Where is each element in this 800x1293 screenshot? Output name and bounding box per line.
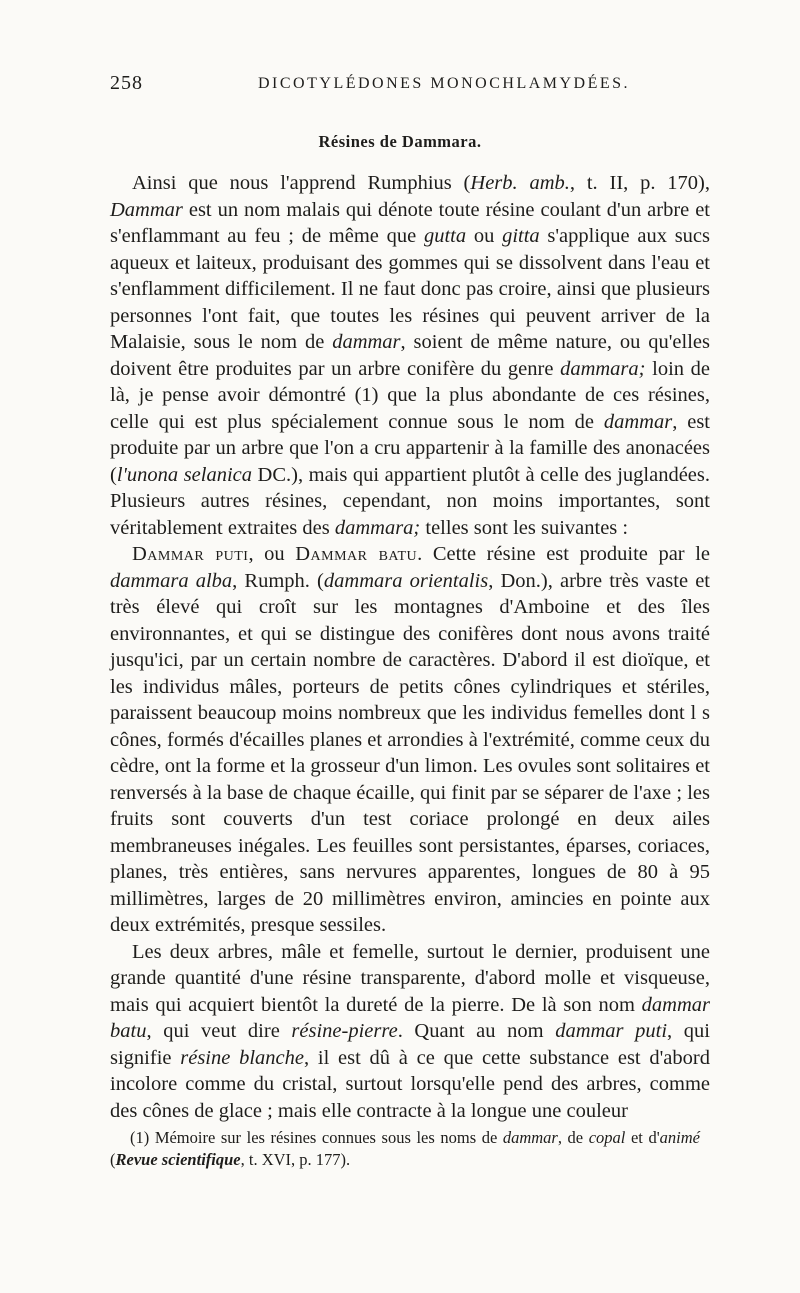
- paragraph: [110, 541, 710, 939]
- text-run: Revue scientifique: [115, 1150, 241, 1169]
- text-run: loin de là, je pense avoir démontré (1) que la plus abondante de ces résines, celle qui est plus spécialement connue sous le nom de: [110, 357, 710, 433]
- text-run: gutta: [423, 225, 467, 247]
- text-run: dammara;: [334, 516, 421, 539]
- text-run: animé: [659, 1128, 700, 1147]
- text-run: Herb. amb.: [470, 172, 570, 194]
- text-run: dammar: [502, 1128, 558, 1147]
- text-run: . Cette résine est produite par le: [417, 543, 710, 565]
- text-run: DC.), mais qui appartient plutôt à celle des juglandées. Plusieurs autres résines, cependant, non moins importantes, sont véritablement extraites des: [110, 463, 710, 539]
- text-run: copal: [588, 1128, 626, 1147]
- text-run: dammar batu: [110, 993, 710, 1042]
- body-text: [110, 170, 710, 1124]
- text-run: , t. XVI, p. 177).: [240, 1150, 351, 1169]
- text-run: gitta: [502, 225, 540, 247]
- text-run: dammara;: [560, 357, 646, 380]
- page-number: 258: [110, 72, 143, 94]
- text-run: dammar: [332, 331, 401, 353]
- text-run: l'unona selanica: [116, 463, 253, 486]
- text-run: . Quant au nom: [397, 1020, 556, 1042]
- text-run: , est produite par un arbre que l'on a cru appartenir à la famille des anonacées (: [110, 410, 710, 486]
- text-run: dammar: [603, 410, 673, 433]
- text-run: Dammar puti: [132, 543, 249, 565]
- text-run: , qui veut dire: [146, 1020, 292, 1042]
- paragraph: [110, 170, 710, 541]
- text-run: , il est dû à ce que cette substance est d'abord incolore comme du cristal, surtout lorsqu'elle pend des arbres, comme des cônes de glace ; mais elle contracte à la longue une couleur: [110, 1046, 710, 1122]
- text-run: Dammar batu: [295, 543, 418, 565]
- text-run: Ainsi que nous l'apprend Rumphius (: [132, 172, 471, 194]
- text-run: (: [110, 1150, 116, 1169]
- text-run: Dammar: [110, 198, 183, 221]
- text-run: , t. II, p. 170),: [569, 172, 710, 194]
- footnote: [110, 1127, 700, 1171]
- text-run: Les deux arbres, mâle et femelle, surtout le dernier, produisent une grande quantité d'une résine transparente, d'abord molle et visqueuse, mais qui acquiert bientôt la dureté de la pierre. De là son nom: [110, 940, 710, 1016]
- text-run: (1) Mémoire sur les résines connues sous les noms de: [130, 1128, 503, 1147]
- text-run: dammara orientalis: [323, 569, 489, 592]
- text-run: dammara alba: [110, 569, 233, 592]
- text-run: , Don.), arbre très vaste et très élevé qui croît sur les montagnes d'Amboine et des îles environnantes, et qui se distingue des conifères dont nous avons traité jusqu'ici, par un certain nombre de caractères. D'abord il est dioïque, et les individus mâles, porteurs de petits cônes cylindriques et stériles, paraissent beaucoup moins nombreux que les individus femelles dont l s cônes, formés d'écailles planes et arrondies à l'extrémité, comme ceux du cèdre, ont la forme et la grosseur d'un limon. Les ovules sont solitaires et renversés à la base de chaque écaille, qui finit par se séparer de l'axe ; les fruits sont couverts d'un test coriace prolongé en deux ailes membraneuses inégales. Les feuilles sont persistantes, éparses, coriaces, planes, très entières, sans nervures apparentes, longues de 80 à 95 millimètres, larges de 20 millimètres environ, amincies en pointe aux deux extrémités, presque sessiles.: [110, 569, 710, 936]
- text-run: résine-pierre: [291, 1020, 398, 1042]
- section-title: Résines de Dammara.: [318, 132, 482, 151]
- text-run: , Rumph. (: [232, 569, 324, 592]
- running-head: DICOTYLÉDONES MONOCHLAMYDÉES.: [258, 75, 631, 92]
- text-run: et d': [625, 1128, 660, 1147]
- page-header: [110, 72, 710, 102]
- text-run: , soient de même nature, ou qu'elles doivent être produites par un arbre conifère du genre: [110, 331, 711, 380]
- text-run: est un nom malais qui dénote toute résine coulant d'un arbre et s'enflammant au feu ; de même que: [110, 198, 710, 247]
- text-run: , qui signifie: [110, 1020, 710, 1069]
- text-run: s'applique aux sucs aqueux et laiteux, produisant des gommes qui se dissolvent dans l'eau et s'enflamment difficilement. Il ne faut donc pas croire, ainsi que plusieurs personnes l'ont fait, que toutes les résines qui peuvent arriver de la Malaisie, sous le nom de: [110, 225, 711, 353]
- text-run: dammar puti: [555, 1020, 668, 1042]
- text-run: , ou: [248, 543, 296, 565]
- text-run: ou: [466, 225, 503, 247]
- text-run: , de: [557, 1128, 589, 1147]
- paragraph: [110, 939, 710, 1125]
- text-run: résine blanche: [180, 1046, 304, 1069]
- text-run: telles sont les suivantes :: [420, 516, 629, 539]
